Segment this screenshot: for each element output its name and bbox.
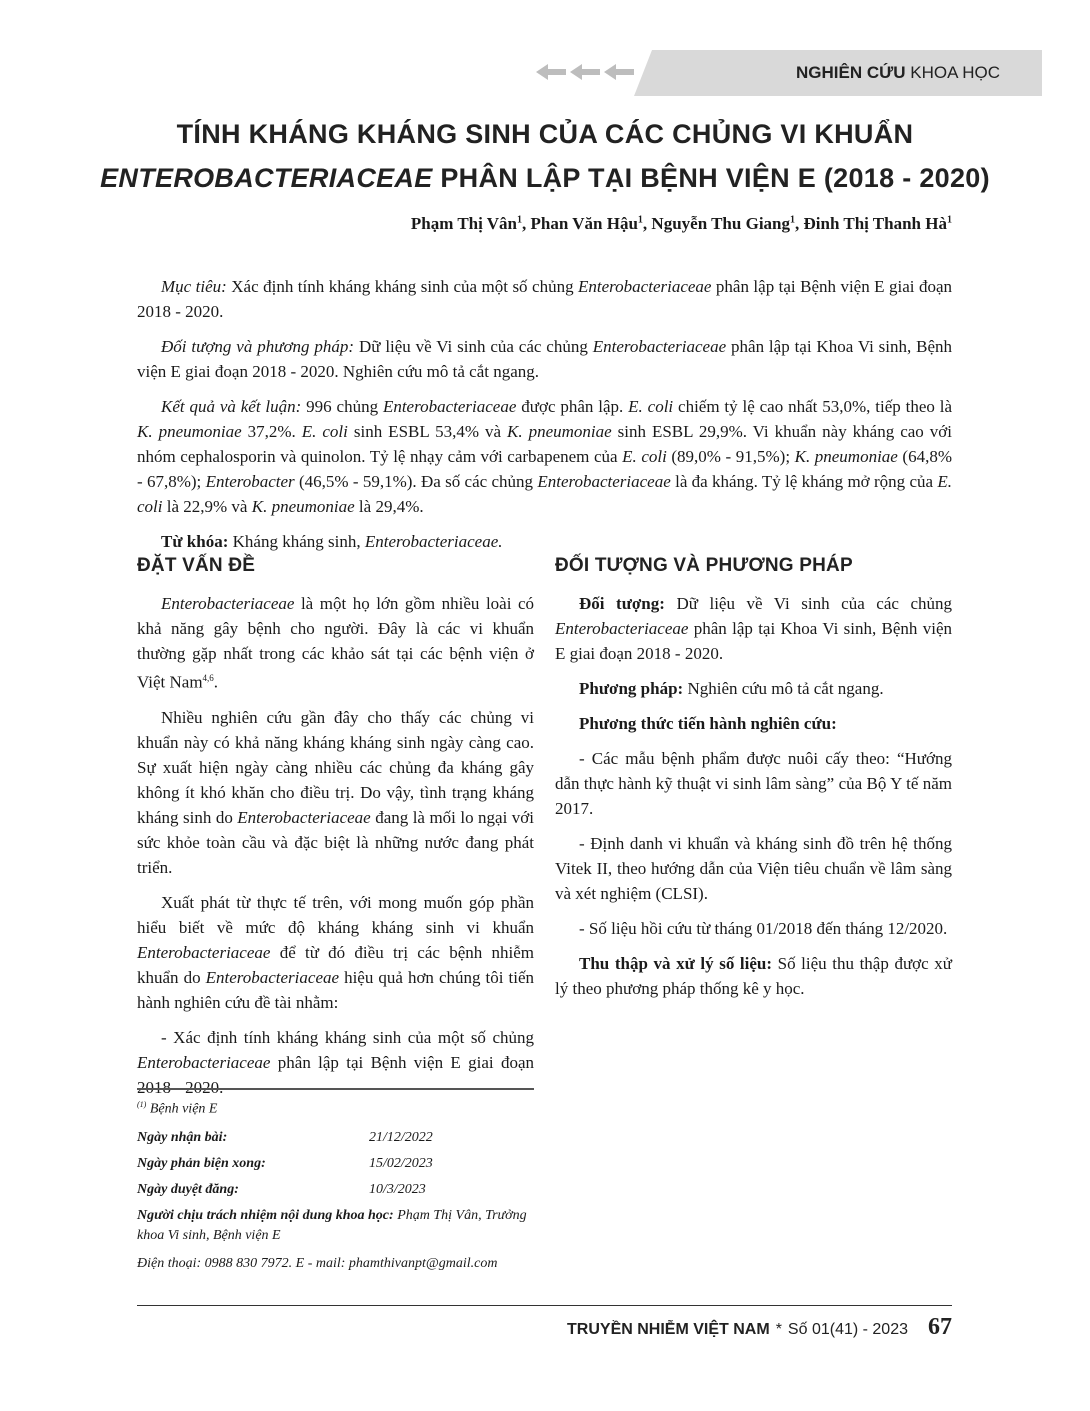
abstract-objective: Mục tiêu: Xác định tính kháng kháng sinh của một số chủng Enterobacteriaceae phân lập tại Bệnh viện E giai đoạn 2018 - 2020.	[137, 277, 953, 321]
methods-item-2: - Định danh vi khuẩn và kháng sinh đồ trên hệ thống Vitek II, theo hướng dẫn của Viện tiêu chuẩn về lâm sàng và xét nghiệm (CLSI).	[555, 834, 952, 903]
abstract-results: Kết quả và kết luận: 996 chủng Enterobacteriaceae được phân lập. E. coli chiếm tỷ lệ cao nhất 53,0%, tiếp theo là K. pneumoniae 37,2%. E. coli sinh ESBL 53,4% và K. pneumoniae sinh ESBL 29,9%. Vi khuẩn này kháng cao với nhóm cephalosporin và quinolon. Tỷ lệ nhạy cảm với carbapenem của E. coli (89,0% - 91,5%); K. pneumoniae (64,8% - 67,8%); Enterobacter (46,5% - 59,1%). Đa số các chủng Enterobacteriaceae là đa kháng. Tỷ lệ kháng mở rộng của E. coli là 22,9% và K. pneumoniae là 29,4%.	[137, 397, 952, 516]
intro-paragraph-4: - Xác định tính kháng kháng sinh của một số chủng Enterobacteriaceae phân lập tại Bệnh viện E giai đoạn	[137, 1027, 534, 1072]
contact-info: Điện thoại: 0988 830 7972. E - mail: phamthivanpt@gmail.com	[137, 1255, 498, 1271]
abstract	[137, 274, 952, 564]
section-heading-introduction: ĐẶT VẤN ĐỀ	[137, 555, 256, 576]
accepted-date-row: Ngày duyệt đăng: 10/3/2023	[137, 1181, 426, 1197]
section-label: NGHIÊN CỨU KHOA HỌC	[796, 63, 1000, 82]
title-line-1: TÍNH KHÁNG KHÁNG SINH CỦA CÁC CHỦNG VI KHUẨN	[176, 119, 914, 149]
title-line-2: ENTEROBACTERIACEAE PHÂN LẬP TẠI BỆNH VIỆN E (2018 - 2020)	[100, 163, 990, 193]
intro-paragraph-2: Nhiều nghiên cứu gần đây cho thấy các chủng vi khuẩn này có khả năng kháng kháng sinh ngày càng cao. Sự xuất hiện ngày càng nhiều các chủng đa kháng gây không ít khó khăn cho điều trị. Do vậy, tình trạng kháng kháng sinh do Enterobacteriaceae đang là mối lo ngại với sức khỏe toàn cầu và đặc biệt là những nước đang phát triển.	[137, 707, 535, 877]
intro-paragraph-3: Xuất phát từ thực tế trên, với mong muốn góp phần hiểu biết về mức độ kháng kháng sinh vi khuẩn Enterobacteriaceae để từ đó điều trị các bệnh nhiễm khuẩn do Enterobacteriaceae hiệu quả hơn chúng tôi tiến hành nghiên cứu đề tài nhằm:	[137, 892, 534, 1012]
reviewed-date-row: Ngày phản biện xong: 15/02/2023	[137, 1155, 433, 1171]
abstract-methods: Đối tượng và phương pháp: Dữ liệu về Vi sinh của các chủng Enterobacteriaceae phân lập tại Khoa Vi sinh, Bệnh viện E giai đoạn 2018 - 2020. Nghiên cứu mô tả cắt ngang.	[137, 337, 952, 381]
footnote-divider	[137, 1088, 534, 1090]
triple-left-arrow-icon	[536, 61, 636, 83]
footnotes	[137, 1095, 537, 1274]
section-heading-methods: ĐỐI TƯỢNG VÀ PHƯƠNG PHÁP	[555, 555, 853, 576]
article-title	[100, 112, 990, 200]
author-list: Phạm Thị Vân$^1$, Phan Văn Hậu$^1$, Nguyễn Thu Giang$^1$, Đinh Thị Thanh $Hà^1$	[410, 214, 952, 233]
received-date-row: Ngày nhận bài: 21/12/2022	[137, 1129, 433, 1145]
methods-procedure-heading: Phương thức tiến hành nghiên cứu:	[579, 714, 837, 733]
responsible-person: Người chịu trách nhiệm nội dung khoa học: Phạm Thị Vân, Trưởng khoa Vi sinh, Bệnh viện E	[137, 1207, 527, 1243]
journal-name: TRUYỀN NHIỄM VIỆT NAM	[567, 1321, 770, 1338]
issue-number: Số 01(41) - 2023	[787, 1321, 908, 1338]
affiliation-note: $^{(1)}$ Bệnh viện E	[137, 1100, 218, 1117]
intro-paragraph-1: Enterobacteriaceae là một họ lớn gồm nhiều loài có khả năng gây bệnh cho người. Đây là các vi khuẩn thường gặp nhất trong các khảo sát tại các bệnh viện ở Việt Nam$^{4,6}$.	[137, 594, 534, 692]
methods-subjects: Đối tượng: Dữ liệu về Vi sinh của các chủng Enterobacteriaceae phân lập tại Khoa Vi sinh, Bệnh viện E giai đoạn 2018 - 2020.	[555, 594, 952, 663]
footer-divider	[137, 1305, 952, 1306]
methods-data-processing: Thu thập và xử lý số liệu: Số liệu thu thập được xử lý theo phương pháp thống kê y học.	[555, 954, 952, 998]
methods-method: Phương pháp: Nghiên cứu mô tả cắt ngang.	[579, 679, 884, 698]
page-footer	[567, 1314, 952, 1341]
methods-item-3: - Số liệu hồi cứu từ tháng 01/2018 đến tháng 12/2020.	[579, 919, 948, 938]
right-column	[555, 555, 952, 1011]
left-column	[137, 555, 534, 1110]
abstract-keywords: Từ khóa: Kháng kháng sinh, Enterobacteriaceae.	[161, 532, 503, 551]
page-number: 67	[928, 1314, 952, 1340]
methods-item-1: - Các mẫu bệnh phẩm được nuôi cấy theo: “Hướng dẫn thực hành kỹ thuật vi sinh lâm sàng” của Bộ Y tế năm 2017.	[555, 749, 952, 818]
footer-star: *	[775, 1321, 782, 1338]
